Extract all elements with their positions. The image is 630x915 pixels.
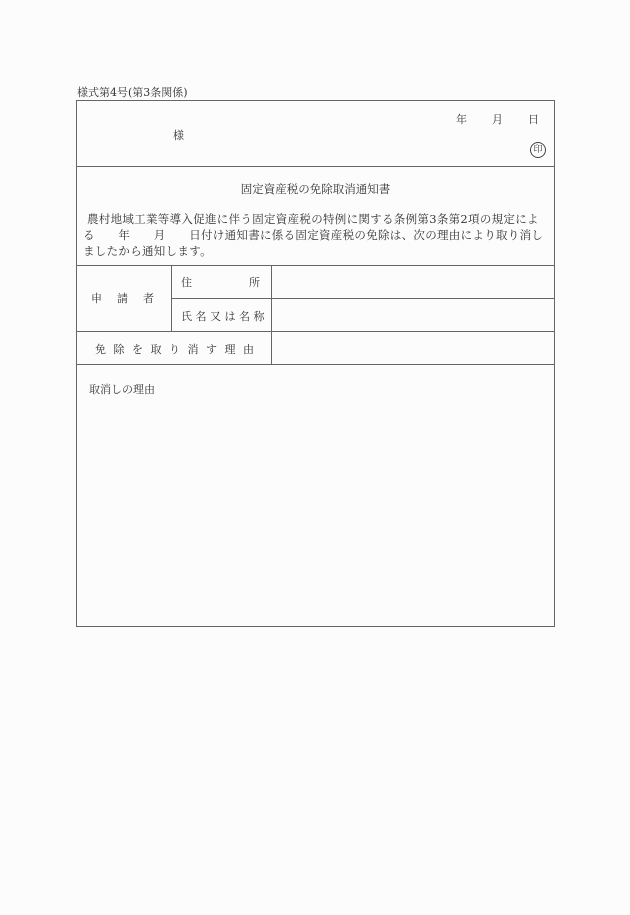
divider	[171, 265, 172, 331]
reason-row-label: 免除を取り消す理由	[95, 343, 262, 356]
divider	[271, 265, 272, 364]
divider	[77, 364, 554, 365]
divider	[171, 298, 554, 299]
name-field[interactable]	[273, 300, 553, 330]
address-label-1: 住	[181, 276, 192, 289]
applicant-label: 申 請 者	[91, 292, 156, 305]
form-number: 様式第4号(第3条関係)	[77, 86, 188, 99]
address-label-2: 所	[249, 276, 260, 289]
divider	[77, 265, 554, 266]
body-line-1: 農村地域工業等導入促進に伴う固定資産税の特例に関する条例第3条第2項の規定によ	[87, 212, 539, 226]
reason-field[interactable]	[273, 333, 553, 363]
divider	[77, 166, 554, 167]
date-day: 日	[528, 113, 539, 126]
name-label: 氏名又は名称	[181, 310, 268, 323]
document-title: 固定資産税の免除取消通知書	[240, 182, 391, 196]
reason-detail-area[interactable]	[79, 399, 551, 624]
reason-section-label: 取消しの理由	[89, 383, 155, 396]
date-year: 年	[456, 113, 467, 126]
divider	[77, 331, 554, 332]
body-line-2: る 年 月 日付け通知書に係る固定資産税の免除は、次の理由により取り消し	[83, 228, 544, 242]
date-month: 月	[492, 113, 503, 126]
recipient-suffix: 様	[173, 129, 184, 142]
address-field[interactable]	[273, 267, 553, 297]
notice-form	[76, 100, 555, 627]
body-line-3: ましたから通知します。	[83, 244, 212, 258]
seal-icon: 印	[530, 142, 546, 158]
